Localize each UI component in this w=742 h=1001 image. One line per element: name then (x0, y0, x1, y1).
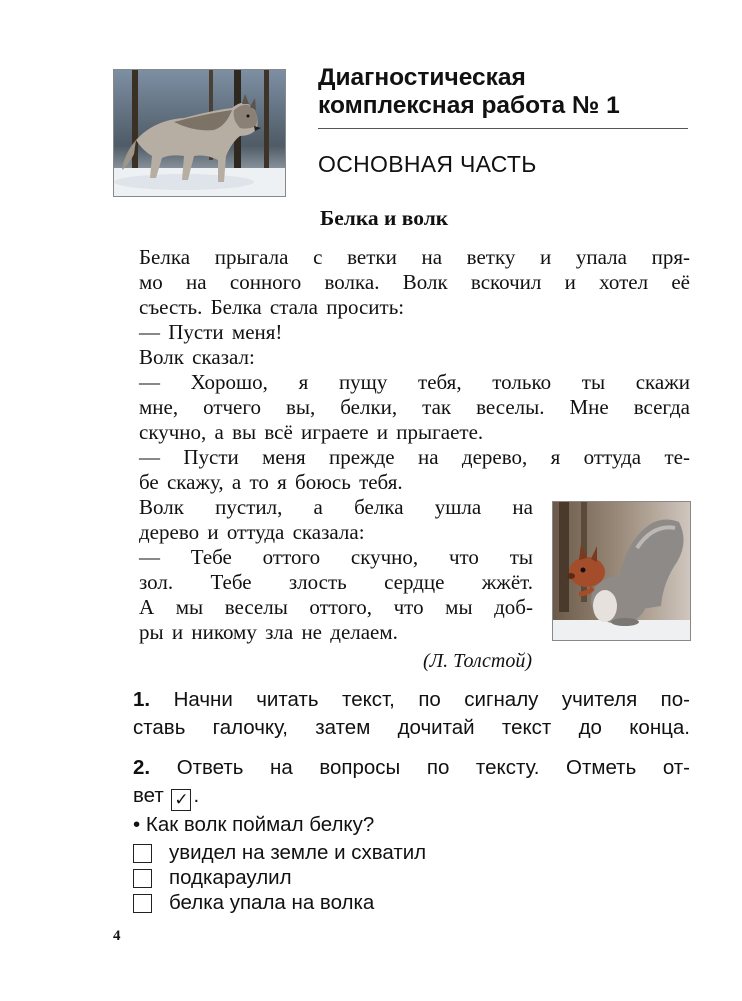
story-author: (Л. Толстой) (422, 650, 532, 672)
task-2-number: 2. (133, 756, 151, 779)
story-line: — Тебе оттого скучно, что ты (139, 545, 533, 569)
task-1 (133, 686, 690, 742)
title-line-1: Диагностическая (318, 64, 526, 91)
story-title: Белка и волк (320, 206, 449, 230)
story-line: А мы веселы оттого, что мы доб- (139, 595, 533, 619)
story-line: Волк пустил, а белка ушла на (139, 495, 533, 519)
story-line: съесть. Белка стала просить: (139, 295, 405, 319)
task-2-suffix: . (193, 784, 200, 807)
section-subtitle: ОСНОВНАЯ ЧАСТЬ (318, 151, 537, 177)
page-title (318, 64, 698, 120)
wolf-illustration (114, 70, 285, 196)
story-line: дерево и оттуда сказала: (139, 520, 365, 544)
story-line: ры и никому зла не делаем. (139, 620, 398, 644)
answer-option-label: подкараулил (169, 866, 292, 889)
story-line: мне, отчего вы, белки, так веселы. Мне всегда (139, 395, 690, 419)
answer-checkbox[interactable] (133, 844, 152, 863)
answer-option-1[interactable] (133, 840, 426, 866)
question-text: Как волк поймал белку? (145, 813, 375, 836)
story-line: — Хорошо, я пущу тебя, только ты скажи (139, 370, 690, 394)
story-line: Белка прыгала с ветки на ветку и упала пря- (139, 245, 690, 269)
answer-checkbox[interactable] (133, 869, 152, 888)
story-line: — Пусти меня! (139, 320, 283, 344)
task-2-line-2 (133, 782, 690, 811)
story-line: скучно, а вы всё играете и прыгаете. (139, 420, 484, 444)
wolf-photo (113, 69, 286, 197)
task-2-text: Ответь на вопросы по тексту. Отметь от- (176, 756, 690, 779)
task-2-prefix: вет (133, 784, 164, 807)
story-line: Волк сказал: (139, 345, 255, 369)
story-line: бе скажу, а то я боюсь тебя. (139, 470, 403, 494)
bullet-icon: • (133, 813, 141, 836)
title-line-2: комплексная работа № 1 (318, 92, 620, 119)
task-1-line-2: ставь галочку, затем дочитай текст до конца. (133, 716, 690, 739)
story-text-narrow (139, 495, 533, 645)
answer-checkbox[interactable] (133, 894, 152, 913)
task-1-text: Начни читать текст, по сигналу учителя по- (173, 688, 690, 711)
answer-option-label: увидел на земле и схватил (169, 841, 427, 864)
task-1-line-1 (133, 686, 690, 714)
story-text-top (139, 245, 690, 495)
question (133, 812, 374, 838)
story-line: мо на сонного волка. Волк вскочил и хотел её (139, 270, 690, 294)
answer-option-3[interactable] (133, 890, 374, 916)
answer-option-label: белка упала на волка (169, 891, 375, 914)
page-number: 4 (113, 928, 121, 944)
task-2-line-1 (133, 754, 690, 782)
task-2 (133, 754, 690, 811)
task-1-number: 1. (133, 688, 151, 711)
story-line: — Пусти меня прежде на дерево, я оттуда те- (139, 445, 690, 469)
answer-option-2[interactable] (133, 865, 292, 891)
story-line: зол. Тебе злость сердце жжёт. (139, 570, 533, 594)
title-divider (318, 128, 688, 129)
check-example-icon: ✓ (171, 789, 191, 811)
squirrel-illustration (553, 502, 690, 640)
squirrel-photo (552, 501, 691, 641)
